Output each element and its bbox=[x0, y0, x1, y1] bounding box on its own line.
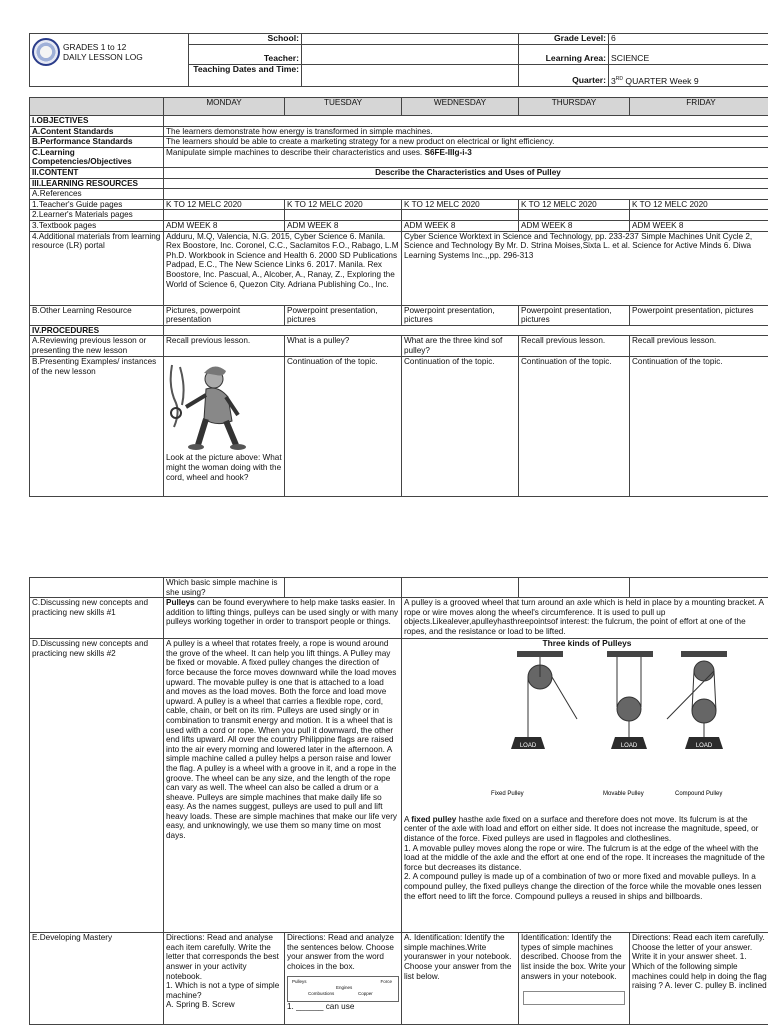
competencies-code: S6FE-IIIg-i-3 bbox=[424, 148, 471, 157]
fixed-pulley-paragraph bbox=[404, 815, 768, 844]
performance-standards-text: The learners should be able to create a marketing strategy for a new product on electrical or light efficiency. bbox=[164, 137, 768, 148]
examples-thursday: Continuation of the topic. bbox=[519, 357, 630, 497]
area-value: SCIENCE bbox=[609, 45, 768, 65]
quarter-value bbox=[609, 65, 768, 87]
movable-pulley-paragraph: 1. A movable pulley moves along the rope or wire. The fulcrum is at the edge of the wheel with the load at the middle of the axle and the effort at one end of the rope. It increases the magnitude of the force but decreases its distance. bbox=[404, 844, 768, 873]
review-tuesday: What is a pulley? bbox=[285, 336, 402, 357]
tb-thursday: ADM WEEK 8 bbox=[519, 220, 630, 231]
tg-thursday: K TO 12 MELC 2020 bbox=[519, 199, 630, 210]
mastery-tuesday-item: 1. ______ can use bbox=[287, 1002, 399, 1012]
content-standards-text: The learners demonstrate how energy is transformed in simple machines. bbox=[164, 126, 768, 137]
word-choices-box bbox=[287, 976, 399, 1002]
compound-pulley-paragraph: 2. A compound pulley is made up of a combination of two or more fixed and movable pulleys. In a compound pulley, the fixed pulleys change the direction of the force while the movable ones lessen the effort need to lift the force. Compound pulleys a reused in ships and billboards. bbox=[404, 872, 768, 901]
choices-list-box bbox=[523, 991, 625, 1005]
day-thursday: THURSDAY bbox=[519, 98, 630, 116]
other-thursday: Powerpoint presentation, pictures bbox=[519, 305, 630, 325]
examples-monday-text: Look at the picture above: What might the woman doing with the cord, wheel and hook? bbox=[166, 453, 282, 482]
discussing1-label: C.Discussing new concepts and practicing new skills #1 bbox=[30, 598, 164, 639]
caption-movable: Movable Pulley bbox=[603, 791, 644, 797]
tb-label: 3.Textbook pages bbox=[30, 220, 164, 231]
school-value bbox=[302, 34, 519, 45]
quarter-label: Quarter: bbox=[519, 65, 609, 87]
header-title-line2: DAILY LESSON LOG bbox=[63, 52, 143, 62]
teacher-label: Teacher: bbox=[189, 45, 302, 65]
header-title-line1: GRADES 1 to 12 bbox=[63, 42, 126, 52]
area-label: Learning Area: bbox=[519, 45, 609, 65]
school-label: School: bbox=[189, 34, 302, 45]
day-friday: FRIDAY bbox=[630, 98, 768, 116]
content-standards-label: A.Content Standards bbox=[30, 126, 164, 137]
procedures-heading: IV.PROCEDURES bbox=[30, 325, 164, 336]
other-monday: Pictures, powerpoint presentation bbox=[164, 305, 285, 325]
tg-label: 1.Teacher's Guide pages bbox=[30, 199, 164, 210]
days-row bbox=[30, 98, 768, 116]
load-label-compound: LOAD bbox=[696, 743, 713, 749]
performance-standards-label: B.Performance Standards bbox=[30, 137, 164, 148]
review-label: A.Reviewing previous lesson or presenting the new lesson bbox=[30, 336, 164, 357]
mastery-wednesday: A. Identification: Identify the simple machines.Write youranswer in your notebook. Choose your answer from the list below. bbox=[402, 933, 519, 1025]
day-wednesday: WEDNESDAY bbox=[402, 98, 519, 116]
mastery-monday: Directions: Read and analyse each item carefully. Write the letter that corresponds the best answer in your activity notebook. 1. Which is not a type of simple machine? A. Spring B. Screw bbox=[164, 933, 285, 1025]
discussing2-right bbox=[402, 639, 768, 933]
mastery-tuesday-text: Directions: Read and analyze the sentences below. Choose your answer from the word choices in the box. bbox=[287, 933, 399, 971]
lesson-table-page1 bbox=[29, 97, 768, 497]
lm-label: 2.Learner's Materials pages bbox=[30, 210, 164, 221]
fixed-pulley-bold: fixed pulley bbox=[411, 815, 456, 824]
caption-fixed: Fixed Pulley bbox=[491, 791, 524, 797]
discussing1-left bbox=[164, 598, 402, 639]
grade-value: 6 bbox=[609, 34, 768, 45]
examples-wednesday: Continuation of the topic. bbox=[402, 357, 519, 497]
examples-label: B.Presenting Examples/ instances of the new lesson bbox=[30, 357, 164, 497]
examples-monday bbox=[164, 357, 285, 497]
tb-monday: ADM WEEK 8 bbox=[164, 220, 285, 231]
deped-seal-icon bbox=[32, 38, 60, 66]
other-wednesday: Powerpoint presentation, pictures bbox=[402, 305, 519, 325]
load-label-fixed: LOAD bbox=[520, 743, 537, 749]
examples-friday: Continuation of the topic. bbox=[630, 357, 768, 497]
other-tuesday: Powerpoint presentation, pictures bbox=[285, 305, 402, 325]
resources-heading: III.LEARNING RESOURCES bbox=[30, 178, 164, 189]
lesson-table-page2 bbox=[29, 577, 768, 1025]
discussing2-left: A pulley is a wheel that rotates freely, a rope is wound around the grove of the wheel. It can help you lift things. A Pulley may be fixed or movable. A fixed pulley changes the direction of force because the force moves downward while the load moves upward. The movable pulley is one that is attached to a load and moves as the load moves. Both the force and load move upward. A pulley is a wheel that carries a flexible rope, cord, cable, chain, or belt on its rim. Pulleys are used singly or in combination to transmit energy and motion. It is a wheel that is used with a cord or rope. When you pull it downward, the other end lifts upward. All over the country Philippine flags are raised into the air every morning and lowered later in the afternoon. A simple machine called a pulley helps a person raise and lower the flag. A pulley is a wheel with a groove in it, and a rope in the groove. The wheel can be any size, and the length of the rope can vary as well. The wheel can also be called a drum or a sheave. Pulleys are simple machines that make daily life so easy. As the names suggest, pulleys are used to pull and lift heavy loads. These are simple machines that make our life very easy, and unknowingly, we use them so many time on most days. bbox=[164, 639, 402, 933]
tb-tuesday: ADM WEEK 8 bbox=[285, 220, 402, 231]
discussing1-bold: Pulleys bbox=[166, 598, 195, 607]
woman-pulley-picture bbox=[166, 357, 262, 453]
objectives-heading: I.OBJECTIVES bbox=[30, 116, 164, 127]
header-logo-cell bbox=[30, 34, 189, 87]
mastery-friday: Directions: Read each item carefully. Choose the letter of your answer. Write it in your answer sheet. 1. Which of the following simple machines could help in doing the flag raising ? A. lever C. pulley B. inclined bbox=[630, 933, 768, 1025]
load-label-movable: LOAD bbox=[621, 743, 638, 749]
competencies-label: C.Learning Competencies/Objectives bbox=[30, 147, 164, 167]
review-wednesday: What are the three kind sof pulley? bbox=[402, 336, 519, 357]
review-friday: Recall previous lesson. bbox=[630, 336, 768, 357]
additional-left: Adduru, M.Q, Valencia, N.G. 2015, Cyber Science 6. Manila. Rex Boostore, Inc. Coronel, C.C., Saclamitos F.O., Rabago, L.M Ph.D. Workbook in Science and Health 6. 2000 SD Publications Padpad, E.C., The New Science Links 6. 2017. Manila. Rex Boostore, Inc. Pascual, A., Alcober, A., Ranay, Z., Exploring the World of Science 6, Quezon City. Adriana Publishing Co., Inc. bbox=[164, 231, 402, 305]
tb-friday: ADM WEEK 8 bbox=[630, 220, 768, 231]
discussing1-left-text: can be found everywhere to help make tasks easier. In addition to lifting things, pulleys can be used singly or with many pulleys working together in order to transport people or things. bbox=[166, 598, 398, 626]
day-monday: MONDAY bbox=[164, 98, 285, 116]
caption-compound: Compound Pulley bbox=[675, 791, 722, 797]
content-text: Describe the Characteristics and Uses of Pulley bbox=[164, 167, 768, 178]
fixed-pulley-text: hasthe axle fixed on a surface and therefore does not move. Its fulcrum is at the center of the axle with load and effort on either side. It does not increase the magnitude, speed, or distance of the force. Fixed pulleys are used in flagpoles and clotheslines. bbox=[404, 815, 758, 843]
additional-label: 4.Additional materials from learning resource (LR) portal bbox=[30, 231, 164, 305]
other-resource-label: B.Other Learning Resource bbox=[30, 305, 164, 325]
tg-wednesday: K TO 12 MELC 2020 bbox=[402, 199, 519, 210]
quarter-sup: RD bbox=[616, 76, 623, 82]
examples-tuesday: Continuation of the topic. bbox=[285, 357, 402, 497]
three-pulleys-diagram bbox=[427, 649, 747, 799]
content-heading: II.CONTENT bbox=[30, 167, 164, 178]
dates-label: Teaching Dates and Time: bbox=[189, 65, 302, 87]
word-choice-4: Combustions bbox=[308, 991, 334, 997]
word-choice-2: Force bbox=[380, 979, 392, 985]
discussing1-right: A pulley is a grooved wheel that turn around an axle which is held in place by a mounting bracket. A rope or wire moves along the wheel's circumference. It is used to pull up objects.Likealever,apulleyhasthreepointsof interest: the fulcrum, the point of effort at one of the ropes, and the resistance or load to be lifted. bbox=[402, 598, 768, 639]
tg-tuesday: K TO 12 MELC 2020 bbox=[285, 199, 402, 210]
quarter-text: QUARTER Week 9 bbox=[625, 75, 698, 85]
word-choice-5: Copper bbox=[358, 991, 373, 997]
mastery-thursday-text: Identification: Identify the types of simple machines described. Choose from the list inside the box. Write your answers in your notebook. bbox=[521, 933, 627, 981]
tg-friday: K TO 12 MELC 2020 bbox=[630, 199, 768, 210]
grade-label: Grade Level: bbox=[519, 34, 609, 45]
competencies-cell bbox=[164, 147, 768, 167]
references-label: A.References bbox=[30, 189, 164, 200]
review-monday: Recall previous lesson. bbox=[164, 336, 285, 357]
day-tuesday: TUESDAY bbox=[285, 98, 402, 116]
discussing2-label: D.Discussing new concepts and practicing new skills #2 bbox=[30, 639, 164, 933]
word-choice-1: Pulleys bbox=[292, 979, 307, 985]
teacher-value bbox=[302, 45, 519, 65]
mastery-tuesday bbox=[285, 933, 402, 1025]
dates-value bbox=[302, 65, 519, 87]
fixed-pulley-pre: A bbox=[404, 815, 411, 824]
other-friday: Powerpoint presentation, pictures bbox=[630, 305, 768, 325]
header-table bbox=[29, 33, 768, 87]
competencies-text: Manipulate simple machines to describe their characteristics and uses. bbox=[166, 148, 424, 157]
examples-monday-cont: Which basic simple machine is she using? bbox=[164, 578, 285, 598]
review-thursday: Recall previous lesson. bbox=[519, 336, 630, 357]
three-kinds-title: Three kinds of Pulleys bbox=[404, 639, 768, 649]
mastery-thursday bbox=[519, 933, 630, 1025]
tg-monday: K TO 12 MELC 2020 bbox=[164, 199, 285, 210]
additional-right: Cyber Science Worktext in Science and Technology, pp. 233-237 Simple Machines Unit Cycle 2, Science and Technology By Mr. D. Strina Moises,Sixta L. et al. Science for Active Minds 6. Diwa Learning Systems Inc.,,pp. 296-313 bbox=[402, 231, 768, 305]
quarter-number: 3 bbox=[611, 75, 616, 85]
tb-wednesday: ADM WEEK 8 bbox=[402, 220, 519, 231]
word-choice-3: Engines bbox=[336, 985, 352, 991]
mastery-label: E.Developing Mastery bbox=[30, 933, 164, 1025]
